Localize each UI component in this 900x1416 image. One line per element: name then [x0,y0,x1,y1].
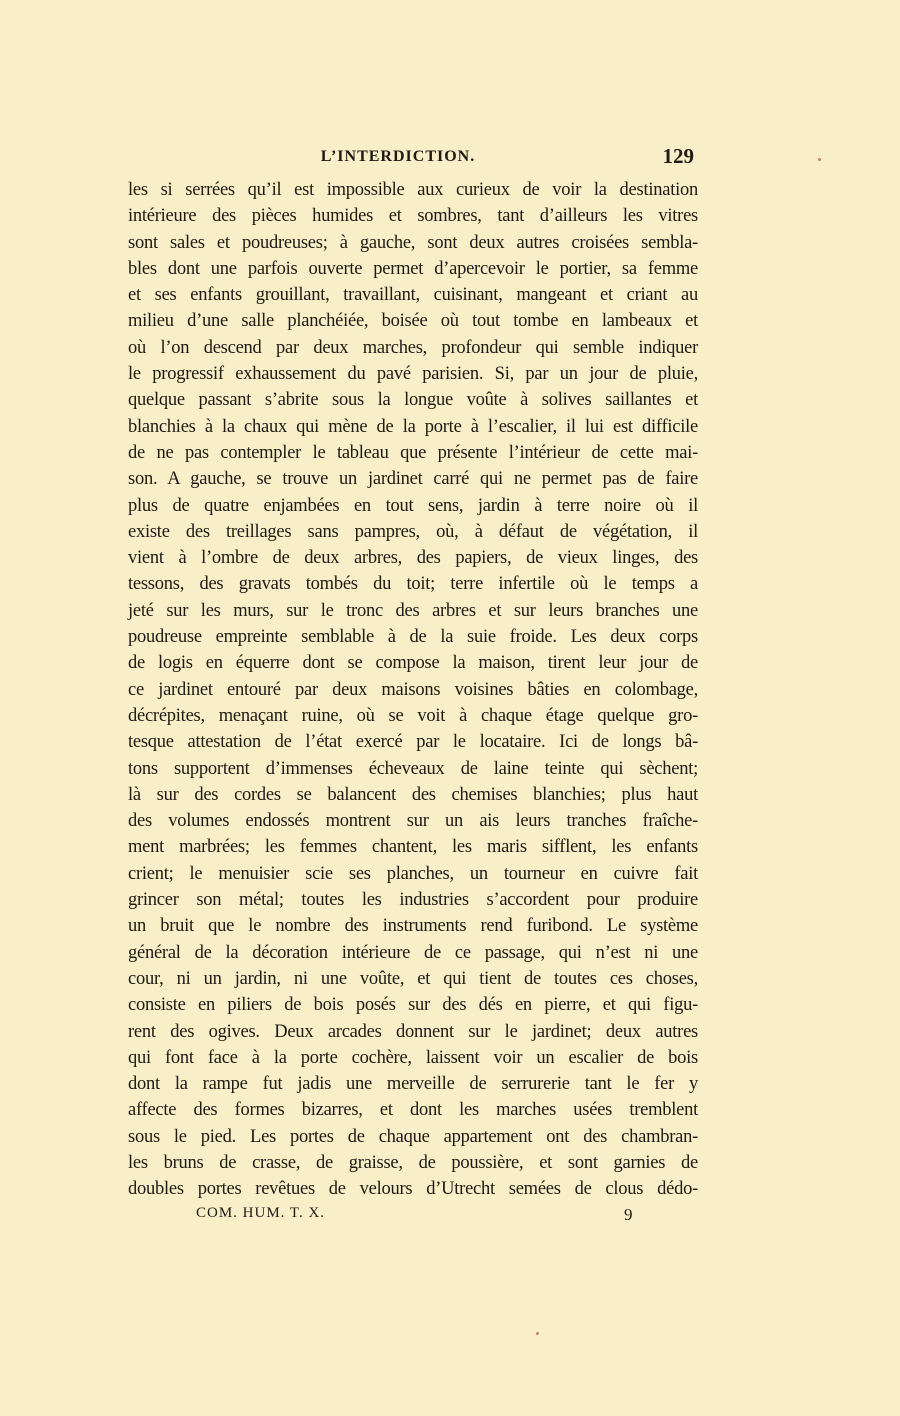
text-line: affecte des formes bizarres, et dont les marches usées tremblent [128,1100,698,1121]
text-line: tesque attestation de l’état exercé par le locataire. Ici de longs bâ- [128,732,698,753]
text-line: où l’on descend par deux marches, profondeur qui semble indiquer [128,337,698,358]
signature-mark: COM. HUM. T. X. [196,1205,326,1221]
text-line: ment marbrées; les femmes chantent, les maris sifflent, les enfants [128,837,698,858]
text-line: qui font face à la porte cochère, laissent voir un escalier de bois [128,1047,698,1068]
text-line: poudreuse empreinte semblable à de la suie froide. Les deux corps [128,627,698,648]
text-line: général de la décoration intérieure de ce passage, qui n’est ni une [128,942,698,963]
text-line: les bruns de crasse, de graisse, de poussière, et sont garnies de [128,1152,698,1173]
text-line: dont la rampe fut jadis une merveille de serrurerie tant le fer y [128,1074,698,1095]
text-line: crient; le menuisier scie ses planches, un tourneur en cuivre fait [128,863,698,884]
text-line: consiste en piliers de bois posés sur des dés en pierre, et qui figu- [128,995,698,1016]
text-line: intérieure des pièces humides et sombres, tant d’ailleurs les vitres [128,206,698,227]
text-line: cour, ni un jardin, ni une voûte, et qui tient de toutes ces choses, [128,968,698,989]
text-line: là sur des cordes se balancent des chemises blanchies; plus haut [128,784,698,805]
text-line: tons supportent d’immenses écheveaux de laine teinte qui sèchent; [128,758,698,779]
text-line: ce jardinet entouré par deux maisons voisines bâties en colombage, [128,679,698,700]
text-line: sont sales et poudreuses; à gauche, sont deux autres croisées sembla- [128,232,698,253]
text-line: blanchies à la chaux qui mène de la porte à l’escalier, il lui est difficile [128,416,698,437]
body-text [128,177,698,1203]
text-line: grincer son métal; toutes les industries s’accordent pour produire [128,890,698,911]
text-line: vient à l’ombre de deux arbres, des papiers, de vieux linges, des [128,548,698,569]
text-line: décrépites, menaçant ruine, où se voit à chaque étage quelque gro- [128,705,698,726]
page-number: 129 [662,144,694,168]
text-line: rent des ogives. Deux arcades donnent sur le jardinet; deux autres [128,1021,698,1042]
text-line: de ne pas contempler le tableau que présente l’intérieur de cette mai- [128,442,698,463]
text-line: un bruit que le nombre des instruments rend furibond. Le système [128,916,698,937]
text-line: les si serrées qu’il est impossible aux curieux de voir la destination [128,180,698,200]
text-line: bles dont une parfois ouverte permet d’apercevoir le portier, sa femme [128,258,698,279]
text-line: quelque passant s’abrite sous la longue voûte à solives saillantes et [128,390,698,411]
text-line: existe des treillages sans pampres, où, à défaut de végétation, il [128,521,698,542]
running-header [128,144,698,170]
text-line: et ses enfants grouillant, travaillant, cuisinant, mangeant et criant au [128,285,698,306]
text-line: sous le pied. Les portes de chaque appartement ont des chambran- [128,1126,698,1147]
sheet-number: 9 [624,1205,633,1224]
page-footer [128,1205,698,1229]
paper-speck [536,1332,539,1335]
text-line: plus de quatre enjambées en tout sens, jardin à terre noire où il [128,495,698,516]
text-line: milieu d’une salle planchéiée, boisée où tout tombe en lambeaux et [128,311,698,332]
text-line: doubles portes revêtues de velours d’Utrecht semées de clous dédo- [128,1179,698,1200]
text-line: des volumes endossés montrent sur un ais leurs tranches fraîche- [128,811,698,832]
running-title: L’INTERDICTION. [320,148,476,165]
text-line: de logis en équerre dont se compose la maison, tirent leur jour de [128,653,698,674]
text-line: tessons, des gravats tombés du toit; terre infertile où le temps a [128,574,698,595]
text-line: son. A gauche, se trouve un jardinet carré qui ne permet pas de faire [128,469,698,490]
text-line: jeté sur les murs, sur le tronc des arbres et sur leurs branches une [128,600,698,621]
paper-speck [818,158,821,161]
text-line: le progressif exhaussement du pavé parisien. Si, par un jour de pluie, [128,364,698,385]
